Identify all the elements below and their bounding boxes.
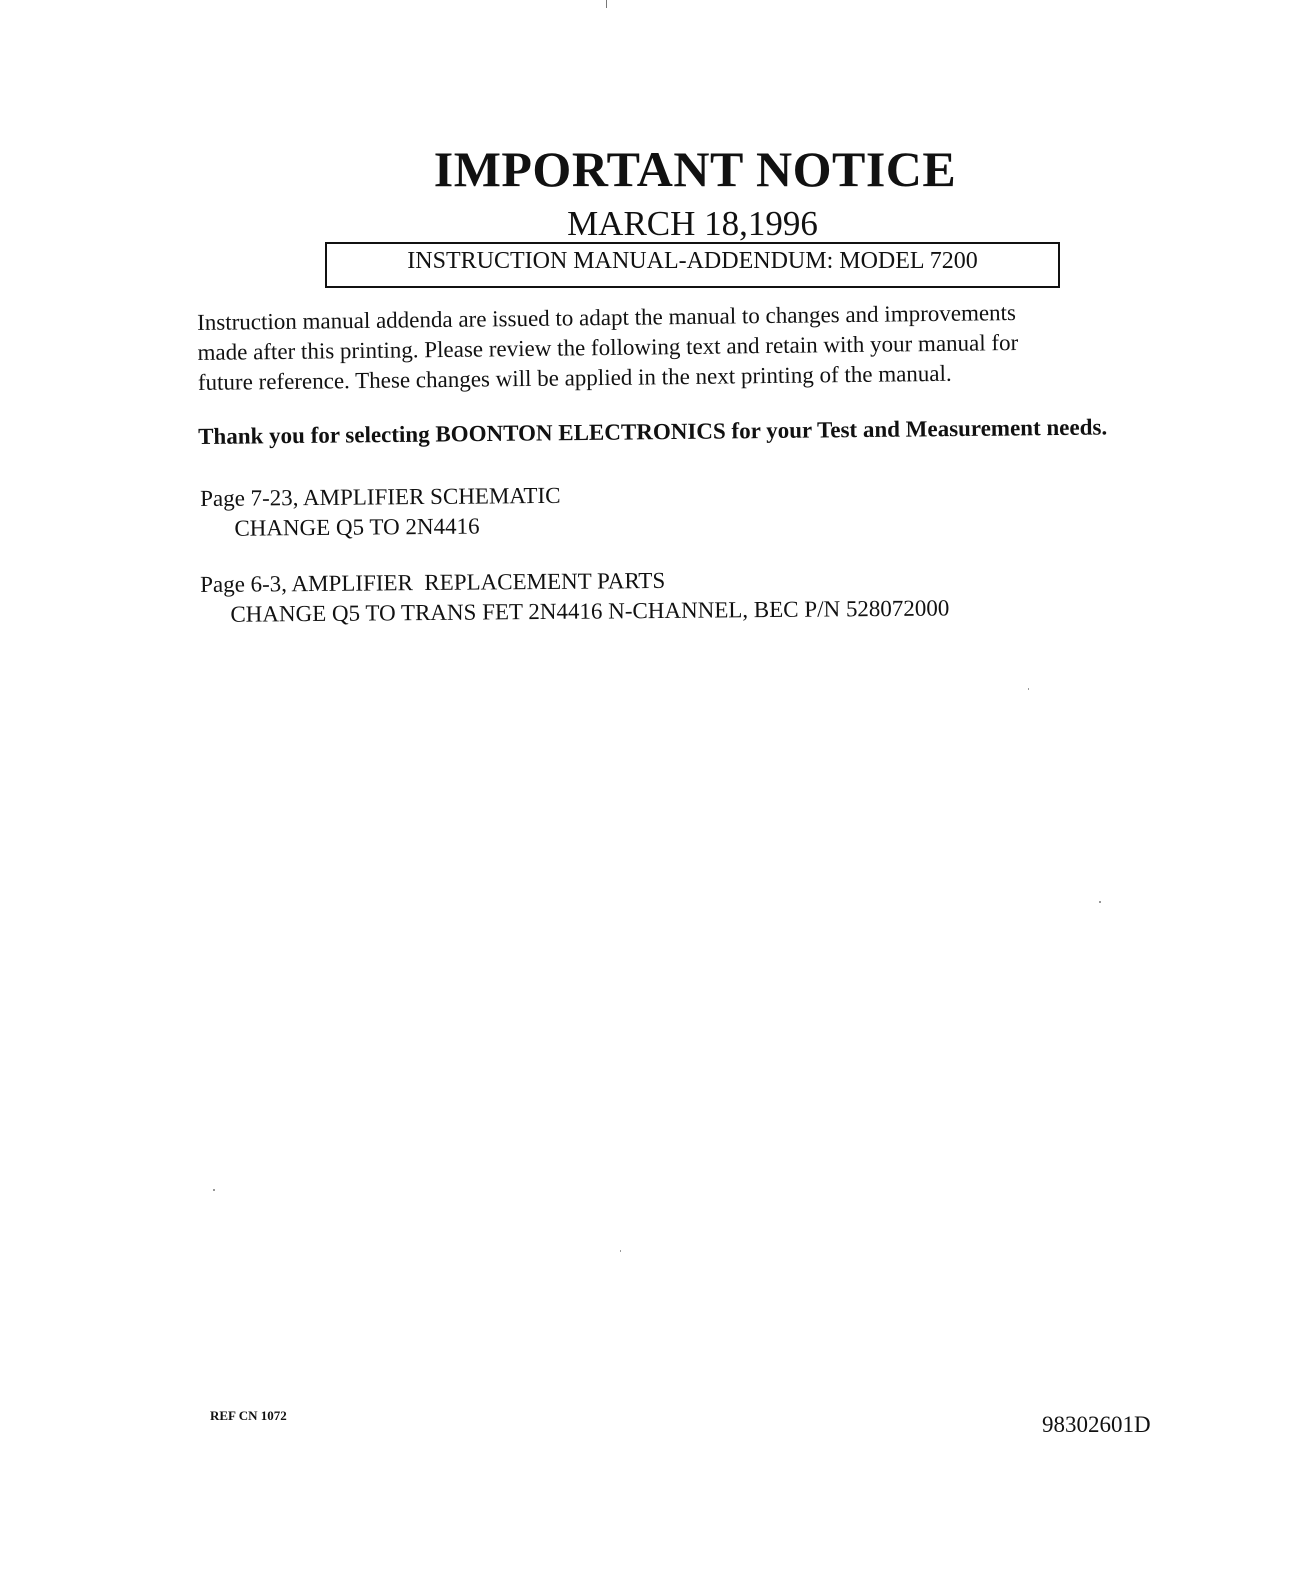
addendum-banner-text: INSTRUCTION MANUAL-ADDENDUM: MODEL 7200 (407, 248, 978, 274)
notice-title: IMPORTANT NOTICE (433, 141, 957, 197)
scan-speck (620, 1250, 621, 1252)
intro-line: future reference. These changes will be applied in the next printing of the manual. (197, 360, 952, 395)
change-item (200, 481, 561, 544)
scan-speck (1099, 901, 1101, 903)
reference-code: REF CN 1072 (210, 1408, 287, 1423)
intro-line: Instruction manual addenda are issued to adapt the manual to changes and improvements (197, 299, 1017, 335)
intro-line: made after this printing. Please review the following text and retain with your manual for (197, 329, 1019, 365)
change-detail: CHANGE Q5 TO 2N4416 (234, 513, 480, 541)
notice-date: MARCH 18,1996 (567, 204, 818, 243)
change-heading: Page 7-23, AMPLIFIER SCHEMATIC (200, 482, 561, 511)
intro-paragraph (197, 297, 1098, 398)
thank-you-line: Thank you for selecting BOONTON ELECTRONICS for your Test and Measurement needs. (198, 414, 1108, 449)
scan-speck (606, 0, 607, 8)
change-detail: CHANGE Q5 TO TRANS FET 2N4416 N-CHANNEL, BEC P/N 528072000 (230, 595, 950, 627)
scan-speck (1028, 688, 1029, 690)
document-number: 98302601D (1042, 1412, 1151, 1437)
change-heading: Page 6-3, AMPLIFIER REPLACEMENT PARTS (200, 567, 666, 597)
addendum-banner (325, 242, 1060, 288)
change-item (200, 563, 950, 630)
scan-speck (213, 1189, 215, 1191)
